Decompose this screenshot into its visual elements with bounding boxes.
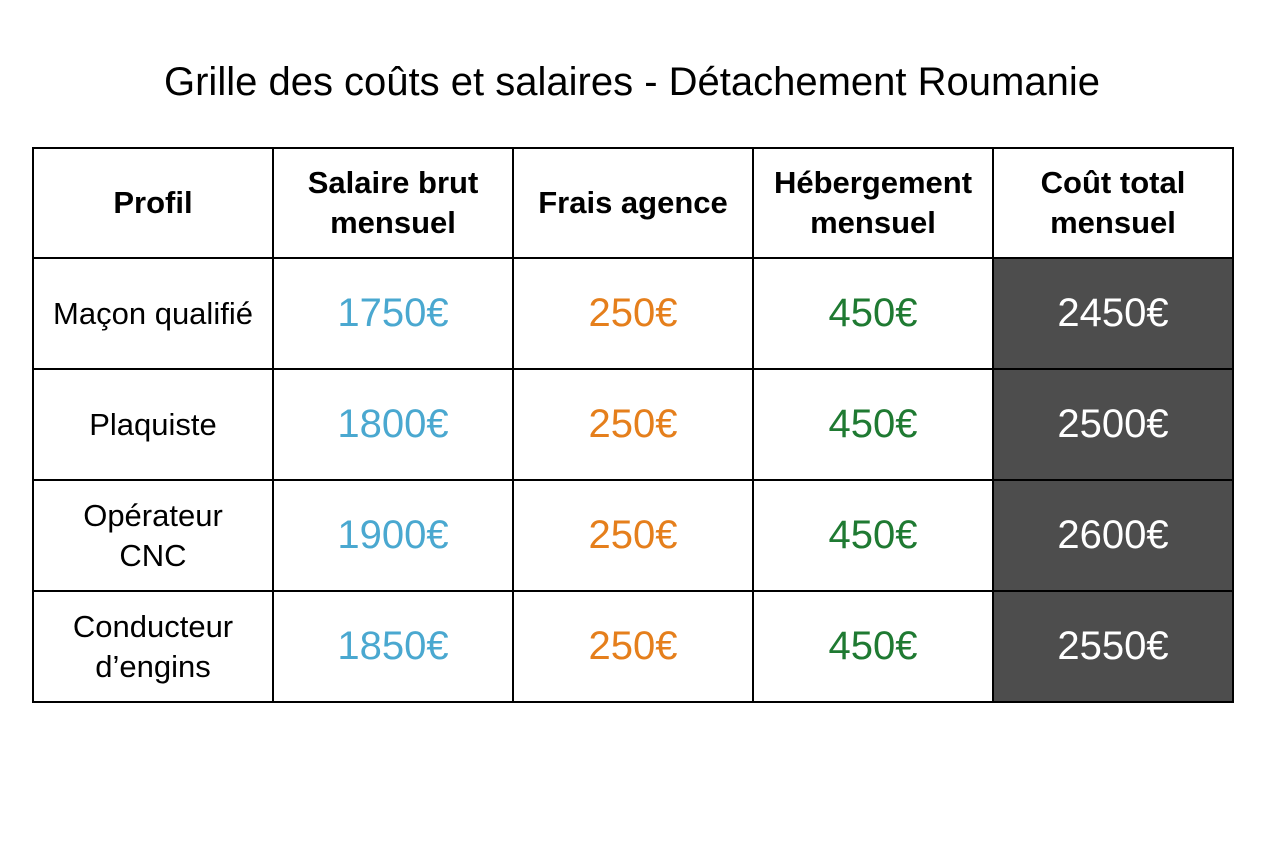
profile-cell: Plaquiste bbox=[33, 369, 273, 480]
table-row bbox=[33, 591, 1233, 702]
agency-fee-cell: 250€ bbox=[513, 480, 753, 591]
agency-fee-cell: 250€ bbox=[513, 258, 753, 369]
header-profil: Profil bbox=[33, 148, 273, 258]
cost-table bbox=[32, 147, 1234, 703]
header-salaire-brut: Salaire brut mensuel bbox=[273, 148, 513, 258]
header-row bbox=[33, 148, 1233, 258]
profile-cell: Maçon qualifié bbox=[33, 258, 273, 369]
profile-cell: Opérateur CNC bbox=[33, 480, 273, 591]
total-cost-cell: 2450€ bbox=[993, 258, 1233, 369]
page-title: Grille des coûts et salaires - Détachement Roumanie bbox=[164, 60, 1100, 104]
table-row bbox=[33, 258, 1233, 369]
salary-cell: 1850€ bbox=[273, 591, 513, 702]
salary-cell: 1750€ bbox=[273, 258, 513, 369]
total-cost-cell: 2550€ bbox=[993, 591, 1233, 702]
lodging-cell: 450€ bbox=[753, 369, 993, 480]
table-row bbox=[33, 369, 1233, 480]
table-row bbox=[33, 480, 1233, 591]
header-hebergement: Hébergement mensuel bbox=[753, 148, 993, 258]
total-cost-cell: 2600€ bbox=[993, 480, 1233, 591]
header-frais-agence: Frais agence bbox=[513, 148, 753, 258]
lodging-cell: 450€ bbox=[753, 591, 993, 702]
lodging-cell: 450€ bbox=[753, 258, 993, 369]
lodging-cell: 450€ bbox=[753, 480, 993, 591]
salary-cell: 1800€ bbox=[273, 369, 513, 480]
total-cost-cell: 2500€ bbox=[993, 369, 1233, 480]
profile-cell: Conducteur d’engins bbox=[33, 591, 273, 702]
agency-fee-cell: 250€ bbox=[513, 369, 753, 480]
header-cout-total: Coût total mensuel bbox=[993, 148, 1233, 258]
agency-fee-cell: 250€ bbox=[513, 591, 753, 702]
salary-cell: 1900€ bbox=[273, 480, 513, 591]
